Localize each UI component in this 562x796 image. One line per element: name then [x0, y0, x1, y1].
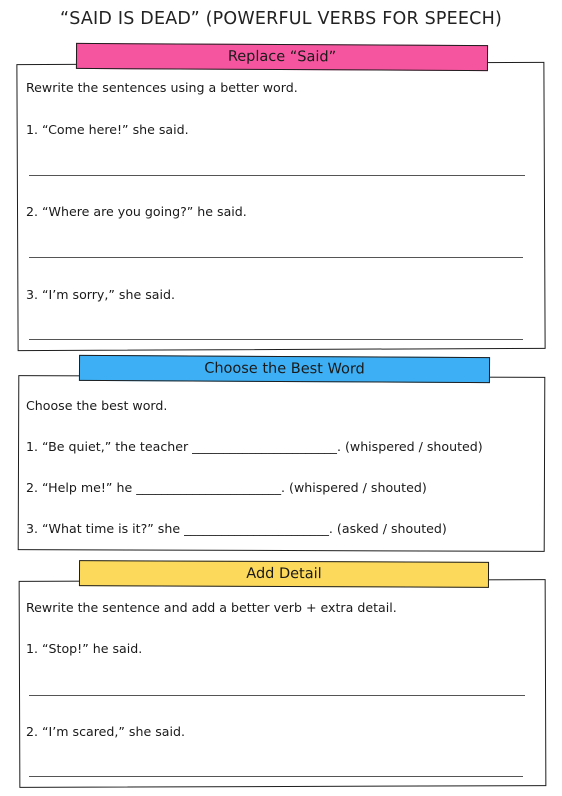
- replace-said-item-1: 1. “Come here!” she said.: [26, 122, 189, 137]
- section-add-detail-banner: Add Detail: [79, 560, 489, 588]
- page-title: “SAID IS DEAD” (POWERFUL VERBS FOR SPEECH): [59, 9, 502, 29]
- add-detail-item-2: 2. “I’m scared,” she said.: [26, 724, 185, 739]
- replace-said-item-3: 3. “I’m sorry,” she said.: [26, 287, 175, 302]
- answer-line[interactable]: [29, 776, 523, 777]
- choose-best-word-item-2: 2. “Help me!” he _______________________. (whispered / shouted): [26, 480, 427, 495]
- answer-line[interactable]: [29, 695, 525, 696]
- add-detail-item-1: 1. “Stop!” he said.: [26, 641, 143, 656]
- choose-best-word-item-3: 3. “What time is it?” she _______________________. (asked / shouted): [26, 521, 447, 536]
- answer-line[interactable]: [29, 339, 523, 340]
- answer-line[interactable]: [29, 175, 525, 176]
- section-add-detail-instruction: Rewrite the sentence and add a better verb + extra detail.: [26, 600, 397, 615]
- section-replace-said-instruction: Rewrite the sentences using a better word.: [26, 80, 298, 95]
- replace-said-item-2: 2. “Where are you going?” he said.: [26, 204, 247, 219]
- answer-line[interactable]: [29, 257, 523, 258]
- section-replace-said-banner: Replace “Said”: [76, 43, 488, 71]
- section-choose-best-word-instruction: Choose the best word.: [26, 398, 168, 413]
- section-choose-best-word-banner: Choose the Best Word: [79, 355, 490, 383]
- choose-best-word-item-1: 1. “Be quiet,” the teacher _______________________. (whispered / shouted): [26, 439, 483, 454]
